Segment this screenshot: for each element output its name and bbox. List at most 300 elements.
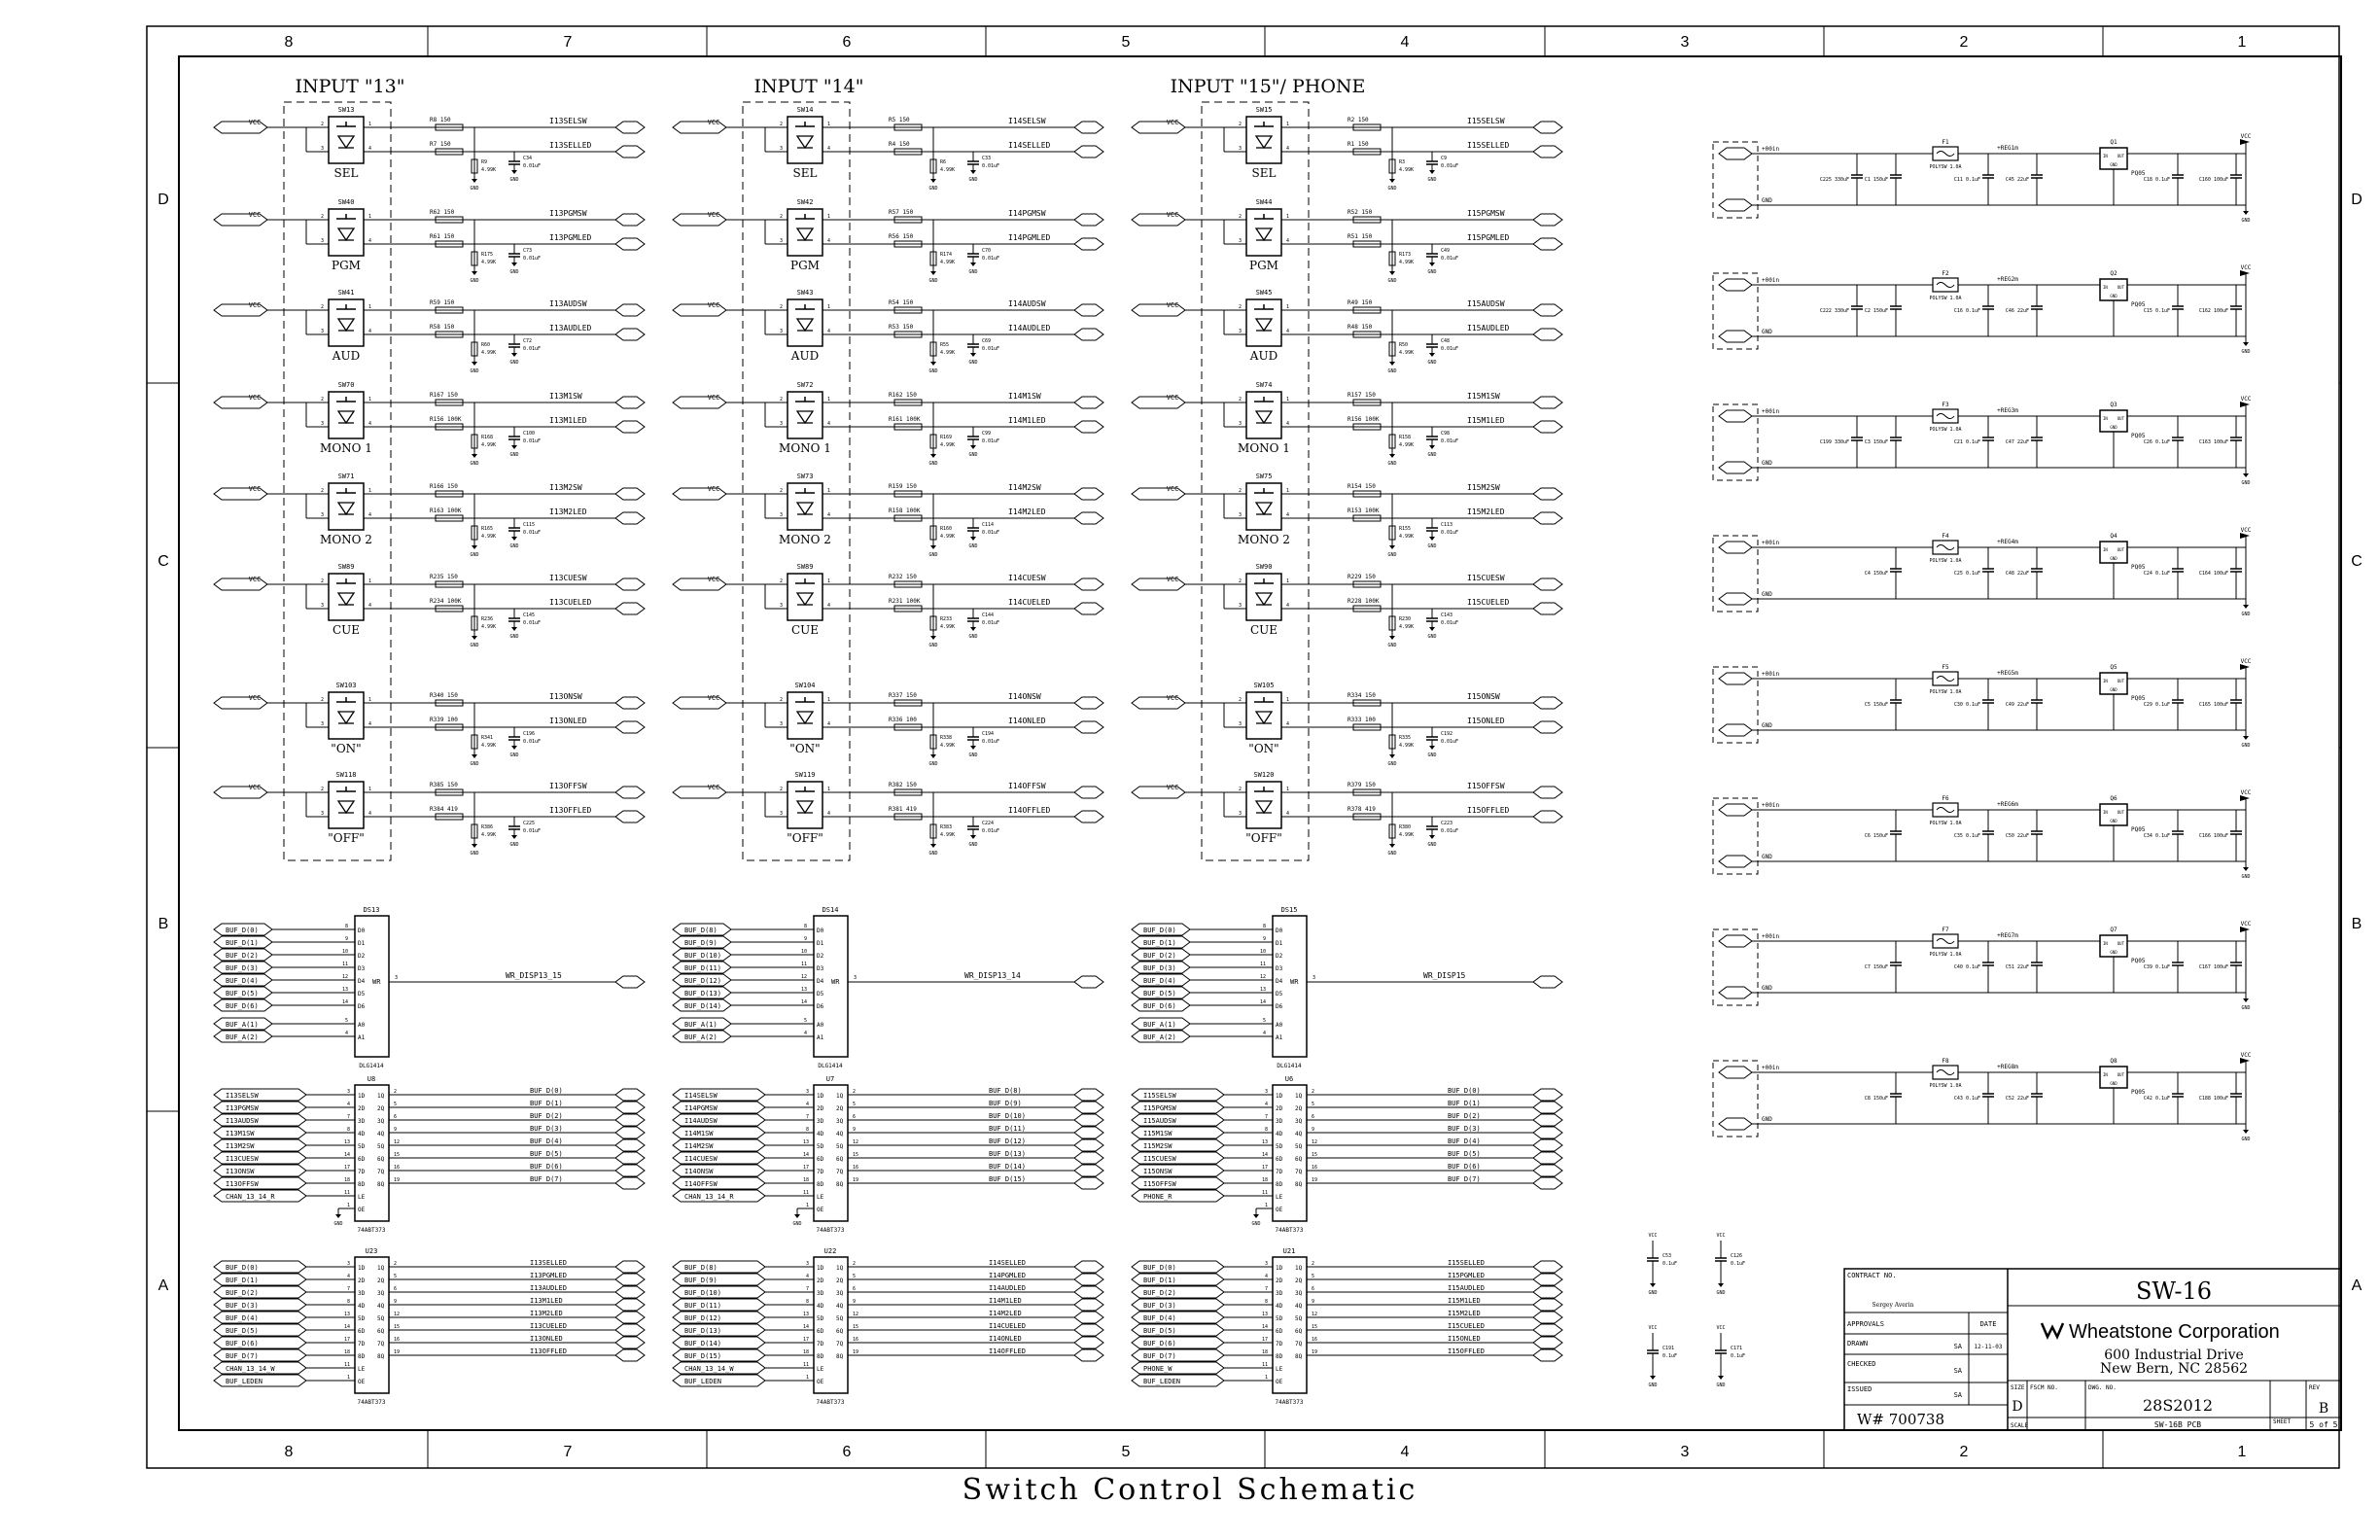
pulldown-value: 4.99K (481, 350, 497, 356)
bus-signal: BUF_D(3) (1143, 964, 1176, 972)
vcc-label: VCC (1166, 485, 1179, 493)
column-number-top: 3 (1680, 34, 1690, 51)
pin-number: 2 (1238, 787, 1242, 792)
pin-name: 5D (817, 1315, 824, 1322)
pin-name: 3D (1276, 1290, 1283, 1297)
switch-label: PGM (332, 259, 361, 272)
ground-label: GND (2241, 743, 2251, 749)
switch-label: MONO 1 (779, 441, 831, 455)
capacitor-ref: C72 (523, 338, 533, 344)
ground-symbol (1429, 835, 1435, 839)
pin-number: 2 (1238, 214, 1242, 220)
latch-output-signal: BUF_D(12) (989, 1138, 1026, 1145)
connector-pin-label: GND (1762, 985, 1772, 992)
pin-number: 3 (320, 811, 324, 817)
pin-name: 2Q (836, 1105, 844, 1112)
ground-symbol (1389, 636, 1395, 640)
capacitor-value: 0.1uF (1731, 1261, 1746, 1267)
signal-name-led: I14ONLED (1008, 717, 1046, 725)
switch-row (1132, 771, 1562, 857)
pin-name: 1D (817, 1093, 824, 1100)
led-symbol (338, 319, 354, 331)
latch-output-signal: BUF_D(1) (530, 1100, 563, 1107)
chip-ref: U21 (1282, 1247, 1296, 1255)
pin-number: 12 (1259, 974, 1266, 980)
ground-symbol (511, 835, 517, 839)
ground-symbol (472, 179, 477, 183)
pin-number: 1 (368, 697, 372, 703)
pin-number: 16 (394, 1165, 401, 1171)
ground-label: GND (1387, 186, 1397, 192)
regulator-pin: IN (2103, 547, 2108, 552)
resistor-label: R385 150 (430, 782, 458, 788)
pin-name: 3D (358, 1118, 366, 1125)
pin-name: 6Q (836, 1156, 844, 1163)
latch-output-signal: I14AUDLED (989, 1284, 1026, 1292)
switch-label: SEL (1251, 166, 1277, 180)
capacitor-ref: C113 (1441, 522, 1453, 528)
pin-number: 13 (802, 1312, 809, 1317)
latch-output-signal: I14PGMLED (989, 1272, 1026, 1279)
signal-name-led: I14PGMLED (1008, 233, 1051, 242)
pin-number: 2 (779, 578, 783, 584)
chip-part: 74ABT373 (1275, 1399, 1304, 1406)
pulldown-ref: R9 (481, 159, 488, 165)
output-connector (1074, 1324, 1103, 1336)
output-connector (615, 1152, 645, 1164)
ground-symbol (930, 362, 936, 366)
pin-number: 8 (805, 1299, 809, 1305)
vcc-label: VCC (1166, 301, 1179, 309)
latch-output-signal: I15M1LED (1448, 1297, 1481, 1305)
led-symbol (338, 712, 354, 723)
capacitor-label: C8 150uF (1864, 1096, 1888, 1102)
output-connector (1074, 488, 1103, 500)
vcc-label: VCC (707, 301, 720, 309)
ground-label: GND (928, 643, 938, 648)
led-symbol (338, 593, 354, 605)
regulator-channel (1713, 789, 2252, 880)
pin-number: 6 (1312, 1114, 1315, 1120)
pulldown-value: 4.99K (1399, 167, 1415, 173)
latch-chip-u_bot (673, 1247, 1103, 1406)
ground-label: GND (968, 177, 978, 183)
latch-output-signal: BUF_D(8) (989, 1087, 1022, 1095)
ground-symbol (472, 844, 477, 848)
capacitor-label: C167 100uF (2198, 964, 2228, 970)
pin-number: 16 (853, 1337, 859, 1343)
ground-label: GND (1427, 177, 1437, 183)
ground-symbol (472, 362, 477, 366)
ground-label: GND (2241, 480, 2251, 486)
output-connector (615, 721, 645, 733)
pin-name: OE (817, 1207, 824, 1213)
output-connector (1074, 1139, 1103, 1151)
company-name: Wheatstone Corporation (2069, 1321, 2280, 1343)
switch-label: "OFF" (1245, 831, 1282, 845)
pin-number: 17 (802, 1165, 809, 1171)
fuse-ref: F1 (1942, 139, 1949, 146)
resistor-label: R52 150 (1348, 209, 1373, 216)
latch-output-signal: BUF_D(0) (1448, 1087, 1481, 1095)
ground-label: GND (1427, 543, 1437, 549)
fuse-rating: POLYSW 1.0A (1929, 952, 1962, 958)
bus-signal: BUF_D(13) (684, 990, 721, 998)
company-address: New Bern, NC 28562 (2099, 1361, 2249, 1377)
switch-ref: SW119 (794, 771, 816, 779)
capacitor-label: C15 0.1uF (2143, 308, 2170, 314)
pin-name: 7Q (836, 1341, 844, 1348)
latch-input-signal: I13OFFSW (226, 1180, 259, 1188)
power-input-connector (1719, 279, 1752, 291)
pin-name: 6Q (377, 1328, 385, 1335)
led-symbol (1256, 593, 1272, 605)
ground-symbol (970, 262, 976, 266)
pin-name: 4Q (1295, 1303, 1303, 1310)
signal-name-led: I15CUELED (1467, 598, 1510, 607)
regulator-part: PQ05 (2131, 564, 2146, 571)
regulator-part: PQ05 (2131, 170, 2146, 177)
pin-number: 2 (853, 1089, 857, 1095)
regulator-pin: GND (2110, 819, 2118, 823)
pin-number: 5 (1312, 1102, 1315, 1107)
capacitor-value: 0.01uF (982, 346, 1000, 352)
output-connector (1074, 1349, 1103, 1361)
ground-label: GND (2241, 218, 2251, 224)
latch-input-signal: BUF_D(15) (684, 1352, 721, 1360)
latch-output-signal: I14M1LED (989, 1297, 1022, 1305)
pin-name: 3Q (377, 1290, 385, 1297)
pulldown-ref: R158 (1399, 435, 1412, 440)
pulldown-value: 4.99K (1399, 442, 1415, 448)
output-connector (1533, 1299, 1562, 1311)
capacitor-value: 0.01uF (982, 739, 1000, 745)
pin-number: 2 (320, 397, 324, 402)
pin-name: D0 (1276, 928, 1283, 934)
pin-number: 3 (320, 238, 324, 244)
output-connector (615, 1165, 645, 1176)
resistor-label: R161 100K (889, 416, 921, 423)
pin-number: 2 (1238, 697, 1242, 703)
regulator-pin: GND (2110, 1081, 2118, 1086)
latch-input-signal: I13M2SW (226, 1142, 255, 1150)
chip-ref: DS15 (1280, 906, 1298, 914)
regulator-part: PQ05 (2131, 1089, 2146, 1096)
ground-symbol (1429, 746, 1435, 750)
resistor-label: R384 419 (430, 806, 458, 813)
output-connector (1074, 397, 1103, 408)
capacitor-label: C3 150uF (1864, 439, 1888, 445)
latch-input-signal: BUF_D(9) (684, 1277, 718, 1284)
capacitor-label: C199 330uF (1819, 439, 1849, 445)
ground-label: GND (1387, 368, 1397, 374)
pin-name: WR (372, 978, 381, 986)
latch-output-signal: BUF_D(4) (530, 1138, 563, 1145)
output-connector (1074, 578, 1103, 590)
issued-by: SA (1953, 1391, 1962, 1399)
bus-signal: BUF_A(1) (1143, 1021, 1176, 1029)
pin-number: 6 (1312, 1286, 1315, 1292)
switch-row (673, 682, 1103, 767)
led-symbol (1256, 411, 1272, 423)
pin-number: 8 (803, 924, 807, 929)
bus-signal: BUF_D(1) (1143, 939, 1176, 947)
signal-name-switch: I14ONSW (1008, 692, 1041, 701)
pulldown-ref: R236 (481, 616, 494, 622)
pin-number: 15 (853, 1324, 859, 1330)
latch-input-signal: CHAN_13_14_W (226, 1365, 275, 1373)
output-connector (615, 603, 645, 614)
ground-symbol (970, 746, 976, 750)
latch-input-signal: I13ONSW (226, 1168, 255, 1175)
fuse-ref: F8 (1942, 1058, 1949, 1065)
bypass-capacitor (1647, 1325, 1677, 1388)
pin-number: 3 (1238, 146, 1242, 152)
regulator-pin: IN (2103, 285, 2108, 290)
switch-ref: SW71 (337, 472, 355, 480)
resistor-label: R167 150 (430, 392, 458, 399)
switch-ref: SW42 (796, 198, 814, 206)
led-symbol (797, 319, 813, 331)
ground-label: GND (2241, 349, 2251, 355)
capacitor-ref: C144 (982, 612, 995, 618)
pin-number: 2 (779, 488, 783, 494)
latch-input-signal: PHONE_R (1143, 1193, 1172, 1201)
pin-number: 3 (1238, 238, 1242, 244)
latch-input-signal: BUF_LEDEN (1143, 1378, 1180, 1385)
connector-pin-label: +00in (1762, 540, 1780, 546)
switch-ref: SW45 (1255, 289, 1273, 297)
pin-number: 17 (802, 1337, 809, 1343)
switch-label: "ON" (789, 742, 821, 755)
capacitor-label: C40 0.1uF (1953, 964, 1980, 970)
pin-name: 4D (1276, 1131, 1283, 1138)
output-connector (1533, 238, 1562, 250)
bus-signal: BUF_A(2) (684, 1033, 718, 1041)
resistor-label: R62 150 (430, 209, 455, 216)
latch-input-signal: I14ONSW (684, 1168, 714, 1175)
pin-number: 1 (368, 488, 372, 494)
capacitor-label: C50 22uF (2005, 833, 2029, 839)
led-symbol (797, 411, 813, 423)
regulator-channel (1713, 1052, 2252, 1142)
resistor-label: R235 150 (430, 574, 458, 580)
connector-pin-label: GND (1762, 460, 1772, 467)
ground-label: GND (968, 752, 978, 758)
switch-row (673, 472, 1103, 558)
capacitor-label: C49 22uF (2005, 702, 2029, 708)
ground-label: GND (1427, 452, 1437, 458)
pin-name: 4Q (377, 1303, 385, 1310)
switch-ref: SW75 (1255, 472, 1273, 480)
pulldown-value: 4.99K (481, 442, 497, 448)
switch-label: PGM (1249, 259, 1278, 272)
ground-label: GND (968, 634, 978, 640)
latch-input-signal: BUF_D(4) (226, 1314, 259, 1322)
led-symbol (338, 411, 354, 423)
bus-signal: BUF_D(10) (684, 952, 721, 960)
pin-number: 11 (1261, 1362, 1268, 1368)
output-connector (1533, 697, 1562, 709)
title-block (1844, 1269, 2341, 1430)
latch-output-signal: I13AUDLED (530, 1284, 567, 1292)
latch-input-signal: PHONE_W (1143, 1365, 1172, 1373)
capacitor-ref: C48 (1441, 338, 1451, 344)
pin-name: A0 (358, 1022, 366, 1029)
date-label: DATE (1979, 1320, 1997, 1328)
bus-signal: BUF_D(4) (226, 977, 259, 985)
pin-number: 5 (803, 1018, 807, 1024)
latch-output-signal: I13M2LED (530, 1310, 563, 1317)
latch-output-signal: I15PGMLED (1448, 1272, 1485, 1279)
latch-output-signal: I15CUELED (1448, 1322, 1485, 1330)
output-connector (1533, 787, 1562, 798)
power-input-connector (1719, 804, 1752, 816)
ground-label: GND (1387, 851, 1397, 857)
pin-number: 5 (1312, 1274, 1315, 1279)
vcc-label: VCC (1166, 576, 1179, 583)
resistor-label: R4 150 (889, 141, 910, 148)
switch-ref: SW13 (337, 106, 355, 114)
capacitor-ref: C194 (982, 731, 995, 737)
pulldown-ref: R175 (481, 252, 494, 258)
capacitor-value: 0.1uF (1662, 1353, 1678, 1359)
pin-number: 1 (827, 397, 831, 402)
pin-number: 1 (1286, 787, 1290, 792)
output-connector (1533, 214, 1562, 226)
pin-number: 5 (344, 1018, 348, 1024)
pulldown-value: 4.99K (940, 350, 956, 356)
signal-name-switch: I13CUESW (549, 574, 587, 582)
pin-name: OE (358, 1207, 366, 1213)
ground-label: GND (928, 761, 938, 767)
pin-number: 7 (1264, 1286, 1268, 1292)
output-connector (615, 1349, 645, 1361)
write-signal: WR_DISP15 (1423, 971, 1466, 980)
switch-label: CUE (790, 623, 820, 637)
pin-number: 1 (1286, 304, 1290, 310)
pin-name: A0 (817, 1022, 824, 1029)
column-number-bottom: 8 (284, 1444, 294, 1460)
led-symbol (797, 712, 813, 723)
switch-row (1132, 198, 1562, 284)
led-symbol (338, 801, 354, 813)
pin-number: 2 (320, 787, 324, 792)
pin-number: 1 (827, 697, 831, 703)
output-connector (1533, 1261, 1562, 1273)
output-connector (1533, 811, 1562, 822)
pin-number: 4 (1286, 421, 1290, 427)
ground-label: GND (509, 452, 519, 458)
output-connector (615, 578, 645, 590)
pin-number: 9 (803, 936, 807, 942)
bus-signal: BUF_D(5) (226, 990, 259, 998)
pin-name: 8D (1276, 1181, 1283, 1188)
latch-chip-u_top (673, 1075, 1103, 1234)
pin-number: 17 (1261, 1337, 1268, 1343)
ground-symbol (930, 271, 936, 275)
pulldown-ref: R233 (940, 616, 953, 622)
column-number-bottom: 1 (2237, 1444, 2247, 1460)
input-section-15 (1132, 76, 1562, 1406)
capacitor-label: C45 22uF (2005, 177, 2029, 183)
regulator-pin: IN (2103, 154, 2108, 158)
pin-name: D4 (358, 978, 366, 985)
ground-label: GND (1427, 752, 1437, 758)
output-connector (1074, 238, 1103, 250)
issued-label: ISSUED (1847, 1385, 1872, 1393)
switch-ref: SW89 (796, 563, 814, 571)
pulldown-ref: R338 (940, 735, 953, 741)
switch-ref: SW74 (1255, 381, 1273, 389)
pin-name: LE (1276, 1194, 1283, 1201)
ground-label: GND (470, 643, 479, 648)
latch-input-signal: BUF_D(1) (226, 1277, 259, 1284)
pin-number: 11 (802, 1190, 809, 1196)
switch-label: MONO 2 (320, 533, 372, 546)
power-input-connector (1719, 673, 1752, 684)
signal-name-switch: I13AUDSW (549, 299, 587, 308)
vcc-label: VCC (1166, 694, 1179, 702)
resistor-label: R154 150 (1348, 483, 1376, 490)
output-connector (615, 1127, 645, 1138)
latch-output-signal: BUF_D(6) (1448, 1163, 1481, 1171)
pin-number: 2 (320, 214, 324, 220)
ground-label: GND (470, 186, 479, 192)
pin-name: 6Q (836, 1328, 844, 1335)
signal-name-led: I14M2LED (1008, 508, 1046, 516)
resistor-label: R166 150 (430, 483, 458, 490)
signal-name-led: I14M1LED (1008, 416, 1046, 425)
pin-name: 1Q (377, 1265, 385, 1272)
ground-label: GND (928, 461, 938, 467)
switch-label: CUE (332, 623, 361, 637)
pin-number: 1 (827, 488, 831, 494)
power-input-connector (1719, 542, 1752, 553)
led-symbol (1256, 801, 1272, 813)
latch-input-signal: I14PGMSW (684, 1104, 718, 1112)
fscm-label: FSCM NO. (2030, 1384, 2058, 1391)
switch-row (214, 198, 645, 284)
fuse-rating: POLYSW 1.0A (1929, 427, 1962, 433)
pin-number: 14 (802, 1152, 809, 1158)
pin-number: 4 (1262, 1031, 1266, 1036)
latch-output-signal: BUF_D(7) (530, 1175, 563, 1183)
pin-number: 1 (1286, 578, 1290, 584)
pin-name: 6D (1276, 1156, 1283, 1163)
bus-signal: BUF_D(12) (684, 977, 721, 985)
switch-row (214, 563, 645, 648)
scale-label: SCALE (2011, 1422, 2029, 1429)
led-symbol (338, 503, 354, 514)
pin-name: OE (1276, 1379, 1283, 1385)
regulator-pin: IN (2103, 1072, 2108, 1077)
column-number-bottom: 4 (1400, 1444, 1410, 1460)
ground-label: GND (509, 543, 519, 549)
capacitor-label: C166 100uF (2198, 833, 2228, 839)
regulator-channel (1713, 133, 2252, 224)
pin-number: 6 (853, 1286, 857, 1292)
switch-label: CUE (1249, 623, 1278, 637)
chip-part: DLG1414 (359, 1063, 384, 1069)
capacitor-label: C6 150uF (1864, 833, 1888, 839)
pin-number: 2 (320, 304, 324, 310)
latch-input-signal: I15SELSW (1143, 1092, 1176, 1100)
ground-symbol (2243, 867, 2249, 871)
resistor-label: R334 150 (1348, 692, 1376, 699)
output-connector (615, 1089, 645, 1101)
vcc-label: VCC (2240, 921, 2252, 928)
